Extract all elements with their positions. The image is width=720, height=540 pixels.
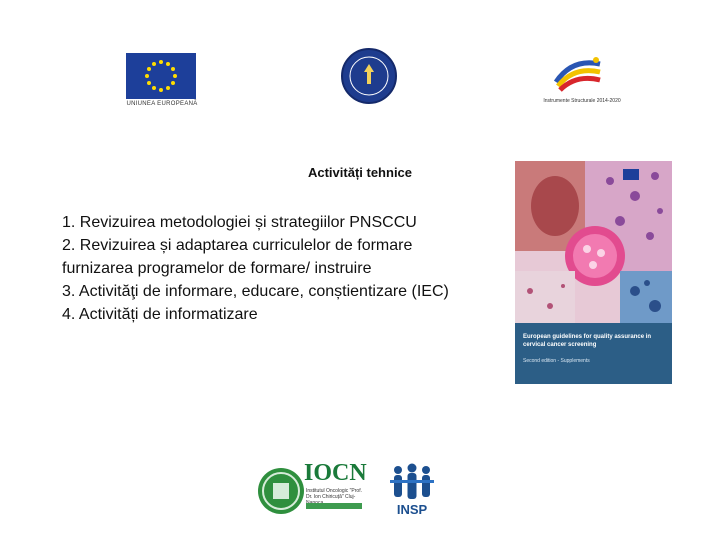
structural-funds-logo (552, 52, 604, 94)
activities-list (62, 211, 512, 326)
insp-label: INSP (396, 502, 428, 517)
list-item: 1. Revizuirea metodologiei și strategiilor PNSCCU (62, 214, 417, 231)
cover-edition: Second edition - Supplements (523, 358, 590, 364)
list-item: 4. Activități de informatizare (62, 306, 258, 323)
list-item: 3. Activităţi de informare, educare, conștientizare (IEC) (62, 283, 449, 300)
iocn-emblem-logo (258, 468, 304, 514)
iocn-subtitle: Institutul Oncologic "Prof. Dr. Ion Chiricuță" Cluj- (306, 488, 362, 500)
eu-caption: UNIUNEA EUROPEANĂ (126, 101, 198, 107)
iocn-title: IOCN (304, 460, 367, 486)
list-item: 2. Revizuirea și adaptarea curriculelor de formare (62, 237, 413, 254)
iocn-bar (306, 503, 362, 509)
eu-flag-logo (126, 53, 196, 99)
cytology-image (515, 161, 672, 323)
page-title: Activități tehnice (307, 165, 413, 180)
cover-title: European guidelines for quality assurance in cervical cancer screening (523, 334, 652, 348)
structural-funds-caption: Instrumente Structurale 2014-2020 (543, 98, 621, 104)
list-item: furnizarea programelor de formare/ instruire (62, 260, 372, 277)
guidelines-book-cover (515, 161, 672, 384)
insp-people-logo (388, 462, 436, 502)
romanian-government-seal-logo (341, 48, 397, 104)
